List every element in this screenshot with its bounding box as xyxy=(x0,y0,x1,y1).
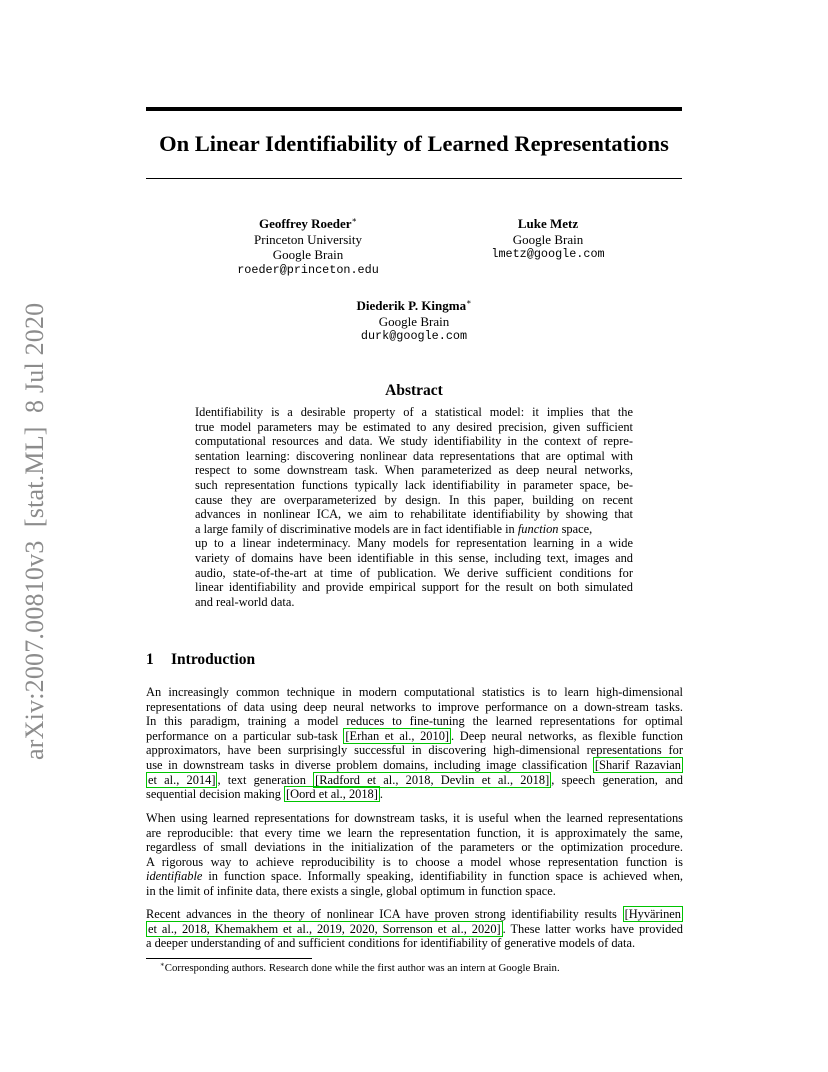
text-run: . These latter works have provided xyxy=(502,921,683,936)
paragraph-line: approximators, have been surprisingly successful in discovering high-dimensional representations for xyxy=(146,743,683,758)
paragraph xyxy=(146,685,683,802)
paragraph-line xyxy=(146,729,683,744)
text-run: . Deep neural networks, as flexible function xyxy=(451,728,684,743)
abstract-line: true model parameters may be estimated to any desired precision, given sufficient xyxy=(195,419,633,434)
arxiv-identifier: arXiv:2007.00810v3 [stat.ML] 8 Jul 2020 xyxy=(20,302,49,760)
paragraph-line xyxy=(146,907,683,922)
abstract-line xyxy=(195,522,633,537)
footnote-text: Corresponding authors. Research done while the first author was an intern at Google Brain. xyxy=(164,962,560,974)
citation-link[interactable]: [Sharif Razavian xyxy=(594,757,681,772)
citation-link[interactable]: [Radford et al., 2018, Devlin et al., 2018] xyxy=(315,772,550,787)
text-run: performance on a particular sub-task xyxy=(146,728,344,743)
paragraph-line: in the limit of infinite data, there exists a single, global optimum in function space. xyxy=(146,883,556,898)
author-affiliation: Google Brain xyxy=(272,247,344,262)
paragraph xyxy=(146,811,683,899)
author-affiliation: Princeton University xyxy=(254,231,362,247)
author-mark: ∗ xyxy=(351,215,357,225)
paragraph-line: representations of data using deep neural networks to improve performance on a down-stream tasks. xyxy=(146,699,683,714)
footnote-mark: ∗ xyxy=(160,960,165,969)
paragraph-line: A rigorous way to achieve reproducibility is to choose a model whose representation function is xyxy=(146,854,683,869)
text-run: Recent advances in the theory of nonlinear ICA have proven strong identifiability results xyxy=(146,907,623,921)
text-run: in function space. Informally speaking, identifiability in function space is achieved when, xyxy=(202,869,683,884)
author-name: Luke Metz xyxy=(517,216,579,231)
text-run: , speech generation, and xyxy=(551,772,683,787)
section-title: Introduction xyxy=(171,651,256,668)
abstract-line: computational resources and data. We study identifiability in the context of repre- xyxy=(195,434,633,449)
abstract-line-part: space, xyxy=(558,521,593,536)
abstract-line: cause they are overparameterized by design. In this paper, building on recent xyxy=(195,492,633,507)
text-run: sequential decision making xyxy=(146,787,284,802)
paragraph-line: An increasingly common technique in modern computational statistics is to learn high-dimensional xyxy=(146,685,683,699)
footnote xyxy=(160,962,560,975)
author-affiliation: Google Brain xyxy=(378,313,450,329)
paragraph-line xyxy=(146,773,683,788)
abstract-line: Identifiability is a desirable property of a statistical model: it implies that the xyxy=(195,405,633,419)
author-email: durk@google.com xyxy=(360,329,468,343)
author-name: Geoffrey Roeder xyxy=(259,216,352,231)
abstract-line: variety of domains have been identifiable in this sense, including text, images and xyxy=(195,550,633,565)
author-block-metz xyxy=(448,216,648,263)
abstract-line: respect to some downstream task. When parameterized as deep neural networks, xyxy=(195,463,633,478)
abstract-line: sentation learning: discovering nonlinear data representations that are optimal with xyxy=(195,448,633,463)
paragraph-line xyxy=(146,787,683,802)
section-number: 1 xyxy=(146,651,154,668)
abstract-line: and real-world data. xyxy=(195,594,295,609)
citation-link[interactable]: et al., 2014] xyxy=(148,772,216,787)
author-email: lmetz@google.com xyxy=(491,247,605,261)
abstract-text xyxy=(195,405,633,609)
paper-title: On Linear Identifiability of Learned Representations xyxy=(159,131,669,156)
abstract-emphasis: function xyxy=(517,521,559,536)
author-mark: ∗ xyxy=(466,297,472,307)
paragraph-line: When using learned representations for downstream tasks, it is useful when the learned representations xyxy=(146,811,683,825)
abstract-line: such representation functions typically lack identifiability in parameter space, be- xyxy=(195,477,633,492)
paragraph-line: regardless of small deviations in the initialization of the parameters or the optimization procedure. xyxy=(146,840,683,855)
title-bottom-rule xyxy=(146,178,682,179)
author-block-roeder xyxy=(218,216,398,278)
author-email: roeder@princeton.edu xyxy=(237,262,379,277)
paragraph-line: a deeper understanding of and sufficient conditions for identifiability of generative models of data. xyxy=(146,936,636,951)
author-block-kingma xyxy=(314,298,514,345)
citation-link[interactable]: [Hyvärinen xyxy=(624,907,681,921)
author-name: Diederik P. Kingma xyxy=(356,298,467,313)
abstract-line: linear identifiability and provide empirical support for the result on both simulated xyxy=(195,580,633,595)
paragraph-line xyxy=(146,869,683,884)
paragraph-line: In this paradigm, training a model reduces to fine-tuning the learned representations for optimal xyxy=(146,714,683,729)
title-top-rule xyxy=(146,107,682,111)
citation-link[interactable]: [Oord et al., 2018] xyxy=(286,787,378,802)
abstract-heading: Abstract xyxy=(385,382,443,399)
paragraph-line: are reproducible: that every time we learn the representation function, it is approximately the same, xyxy=(146,825,683,840)
paragraph xyxy=(146,907,683,951)
paragraph-line xyxy=(146,922,683,937)
author-affiliation: Google Brain xyxy=(512,231,584,247)
citation-link[interactable]: et al., 2018, Khemakhem et al., 2019, 2020, Sorrenson et al., 2020] xyxy=(148,921,501,936)
footnote-rule xyxy=(146,958,312,959)
abstract-line: advances in nonlinear ICA, we aim to rehabilitate identifiability by showing that xyxy=(195,507,633,522)
abstract-line: up to a linear indeterminacy. Many models for representation learning in a wide xyxy=(195,536,633,551)
section-heading xyxy=(146,651,682,669)
text-run: . xyxy=(379,787,383,802)
citation-link[interactable]: [Erhan et al., 2010] xyxy=(345,728,450,743)
text-run: use in downstream tasks in diverse problem domains, including image classification xyxy=(146,757,593,772)
emphasis: identifiable xyxy=(146,869,203,884)
abstract-line-part: a large family of discriminative models are in fact identifiable in xyxy=(195,521,515,536)
paragraph-line xyxy=(146,758,683,773)
text-run: , text generation xyxy=(217,772,314,787)
abstract-line: audio, state-of-the-art at time of publication. We derive sufficient conditions for xyxy=(195,565,633,580)
